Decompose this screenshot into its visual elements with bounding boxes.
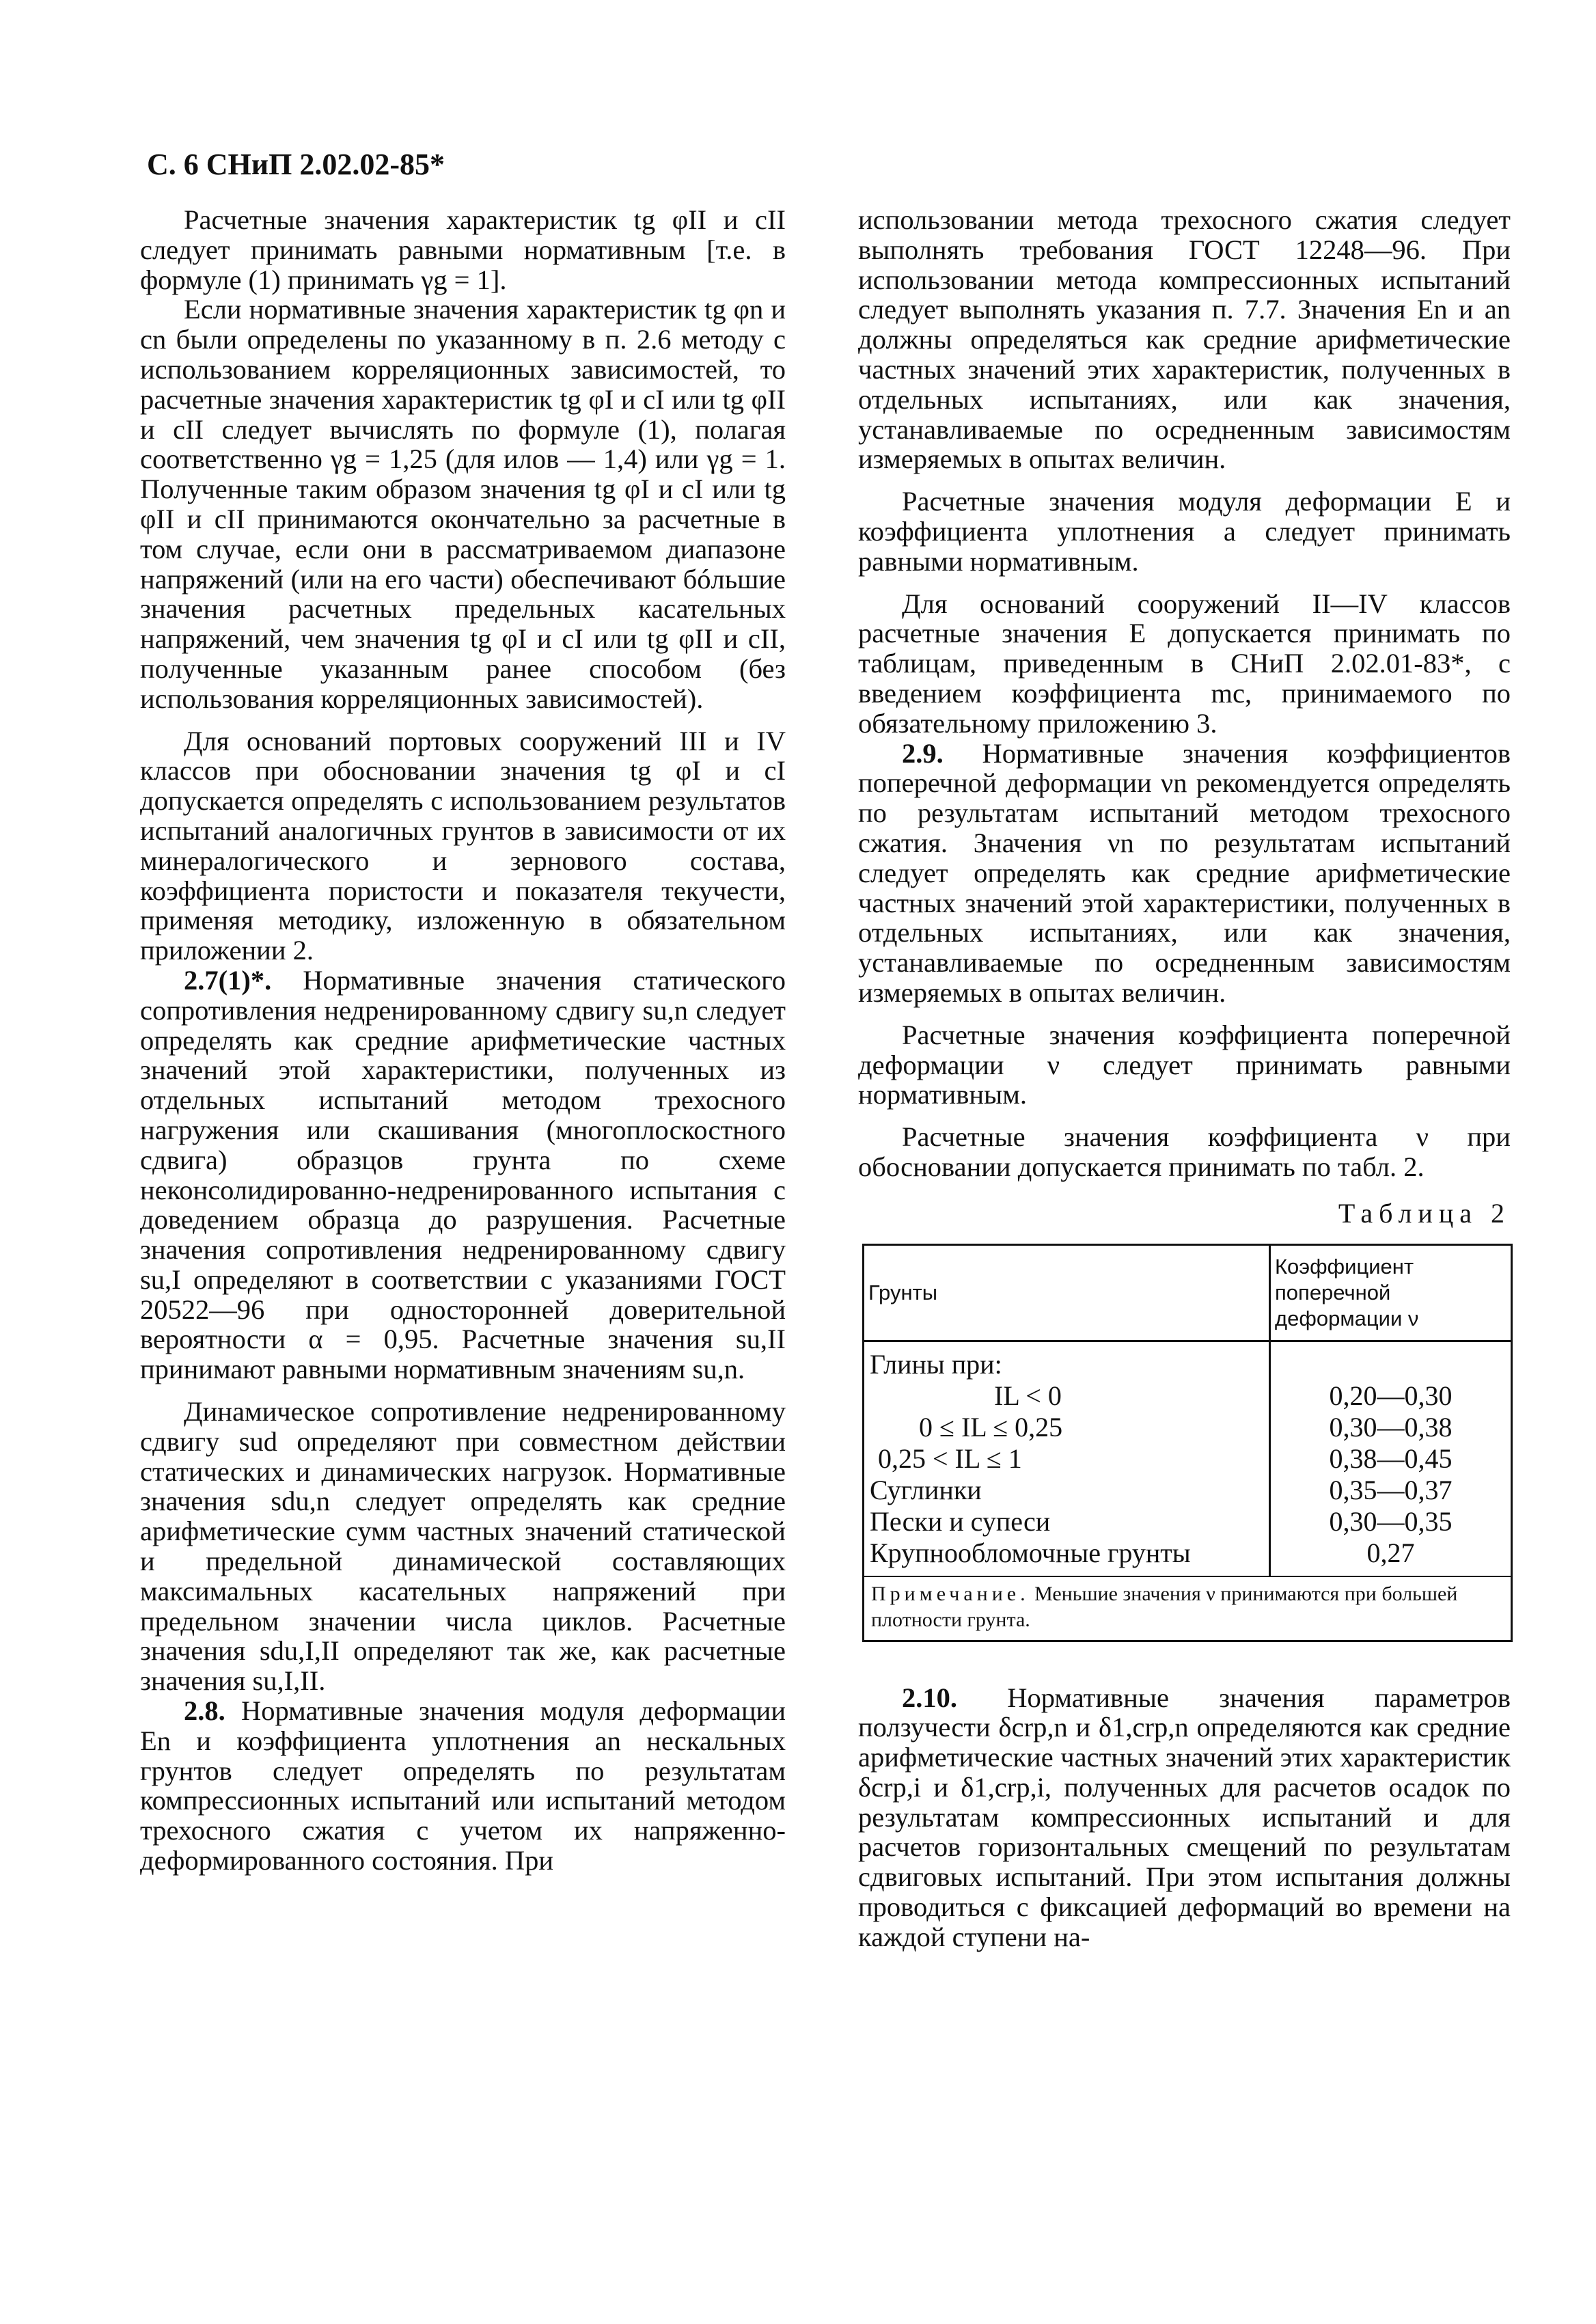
section-number: 2.7(1)*. [184,964,272,996]
section-2-9 [858,739,1511,1008]
table-note [864,1576,1512,1641]
section-text: Нормативные значения параметров ползучести δcrp,n и δ1,crp,n определяются как средние арифметические частных значений этих характеристик δcrp,i и δ1,crp,i, полученных для расчетов осадок по результатам компрессионных испытаний и для расчетов горизонтальных смещений по результатам сдвиговых испытаний. При этом испытания должны проводиться с фиксацией деформаций во времени на каждой ступени на- [858,1682,1511,1952]
paragraph: Расчетные значения коэффициента ν при обосновании допускается принимать по табл. 2. [858,1121,1511,1182]
value-cell: 0,30—0,35 [1329,1505,1453,1537]
right-column [858,205,1511,1952]
paragraph: Для оснований сооружений II—IV классов расчетные значения E допускается принимать по таблицам, приведенным в СНиП 2.02.01-83*, с введением коэффициента mc, принимаемого по обязательному приложению 3. [858,588,1511,739]
table-row [864,1537,1512,1576]
value-cell [1270,1341,1512,1380]
table-row [864,1506,1512,1537]
note-text: Меньшие значения ν принимаются при большей плотности грунта. [871,1582,1458,1631]
table-row [864,1380,1512,1412]
value-cell: 0,38—0,45 [1329,1443,1453,1474]
value-cell: 0,35—0,37 [1329,1474,1453,1505]
section-number: 2.8. [184,1695,225,1727]
soil-cell: Крупнообломочные грунты [864,1537,1270,1576]
soil-cell: 0,25 < IL ≤ 1 [864,1443,1270,1475]
page-header: С. 6 СНиП 2.02.02-85* [147,148,445,181]
table-row [864,1443,1512,1475]
value-cell: 0,20—0,30 [1329,1380,1453,1411]
section-2-8 [140,1696,786,1876]
soil-cell: Глины при: [864,1341,1270,1380]
section-number: 2.9. [902,737,944,769]
section-2-10 [858,1683,1511,1952]
paragraph: использовании метода трехосного сжатия следует выполнять требования ГОСТ 12248—96. При использовании метода компрессионных испытаний следует выполнять указания п. 7.7. Значения En и an должны определяться как средние арифметические частных значений этих характеристик, полученных в отдельных испытаниях, или как значения, устанавливаемые по осредненным зависимостям измеряемых в опытах величин. [858,204,1511,475]
value-cell: 0,30—0,38 [1329,1411,1453,1443]
table-title: Таблица 2 [1338,1197,1511,1229]
column-header-coefficient: Коэффициент поперечной деформации ν [1270,1244,1512,1341]
table-row [864,1475,1512,1506]
soil-cell: 0 ≤ IL ≤ 0,25 [864,1412,1270,1443]
soil-cell: Пески и супеси [864,1506,1270,1537]
table-2 [862,1244,1513,1642]
table-header-row [864,1244,1512,1341]
table-row [864,1412,1512,1443]
value-cell: 0,27 [1366,1537,1415,1568]
paragraph: Расчетные значения характеристик tg φII и cII следует принимать равными нормативным [т.е. в формуле (1) принимать γg = 1]. [140,204,786,295]
soil-cell: IL < 0 [864,1380,1270,1412]
paragraph: Для оснований портовых сооружений III и IV классов при обосновании значения tg φI и cI допускается определять с использованием результатов испытаний аналогичных грунтов в зависимости от их минералогического и зернового состава, коэффициента пористости и показателя текучести, применяя методику, изложенную в обязательном приложении 2. [140,725,786,966]
paragraph: Динамическое сопротивление недренированному сдвигу sud определяют при совместном действии статических и динамических нагрузок. Нормативные значения sdu,n следует определять как средние арифметические сумм частных значений статической и предельной динамической составляющих максимальных касательных напряжений при предельном значении числа циклов. Расчетные значения sdu,I,II определяют так же, как расчетные значения su,I,II. [140,1396,786,1697]
paragraph: Если нормативные значения характеристик tg φn и cn были определены по указанному в п. 2.6 методу с использованием корреляционных зависимостей, то расчетные значения характеристик tg φI и cI или tg φII и cII следует вычислять по формуле (1), полагая соответственно γg = 1,25 (для илов — 1,4) или γg = 1. Полученные таким образом значения tg φI и cI или tg φII и cII принимаются окончательно за расчетные в том случае, если они в рассматриваемом диапазоне напряжений (или на его части) обеспечивают бóльшие значения расчетных предельных касательных напряжений, чем значения tg φI и cI или tg φII и cII, полученные указанным ранее способом (без использования корреляционных зависимостей). [140,294,786,714]
column-header-soils: Грунты [864,1244,1270,1341]
left-column [140,205,786,1876]
paragraph: Расчетные значения модуля деформации E и коэффициента уплотнения a следует принимать равными нормативным. [858,486,1511,577]
note-label: Примечание. [871,1582,1030,1605]
section-text: Нормативные значения статического сопротивления недренированному сдвигу su,n следует определять как средние арифметические частных значений этой характеристики, полученных из отдельных испытаний методом трехосного нагружения или скашивания (многоплоскостного сдвига) образцов грунта по схеме неконсолидированно-недренированного испытания с доведением образца до разрушения. Расчетные значения сопротивления недренированному сдвигу su,I определяют в соответствии с указаниями ГОСТ 20522—96 при односторонней доверительной вероятности α = 0,95. Расчетные значения su,II принимают равными нормативным значениям su,n. [140,964,786,1385]
section-number: 2.10. [902,1682,957,1713]
table-note-row [864,1576,1512,1641]
section-text: Нормативные значения модуля деформации En и коэффициента уплотнения an нескальных грунтов следует определять по результатам компрессионных испытаний или испытаний методом трехосного сжатия с учетом их напряженно-деформированного состояния. При [140,1695,786,1876]
soil-cell: Суглинки [864,1475,1270,1506]
section-2-7 [140,966,786,1384]
section-text: Нормативные значения коэффициентов поперечной деформации νn рекомендуется определять по результатам испытаний методом трехосного сжатия. Значения νn по результатам испытаний следует определять как средние арифметические частных значений этой характеристики, полученных в отдельных испытаниях, или как значения, устанавливаемые по осредненным зависимостям измеряемых в опытах величин. [858,737,1511,1008]
table-row [864,1341,1512,1380]
paragraph: Расчетные значения коэффициента поперечной деформации ν следует принимать равными нормативным. [858,1019,1511,1110]
